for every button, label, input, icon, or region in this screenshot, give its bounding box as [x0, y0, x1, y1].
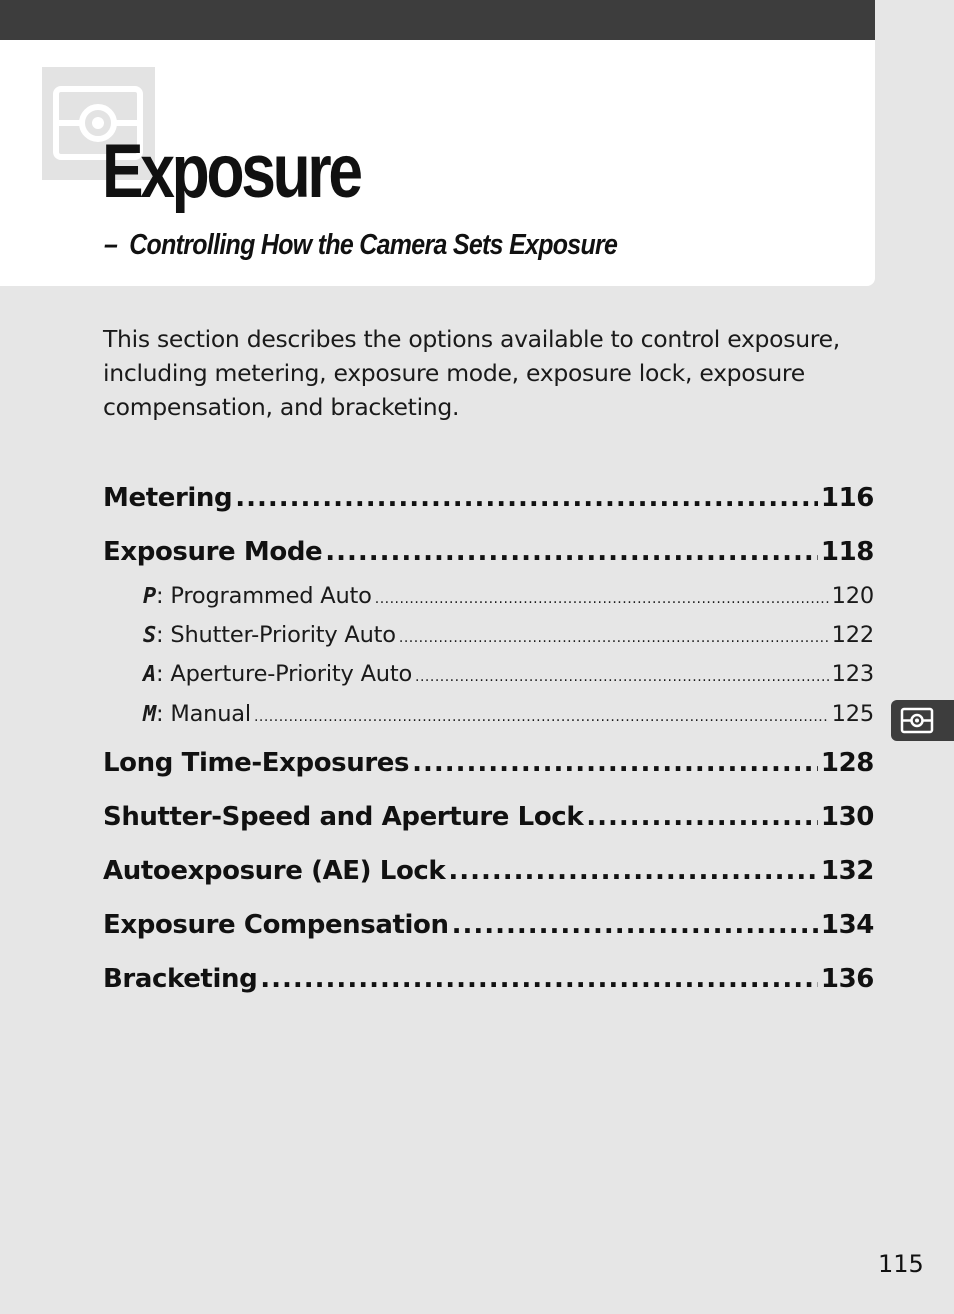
toc-entry-page: 116 [820, 483, 874, 513]
toc-entry-page: 128 [820, 748, 874, 778]
mode-s-icon: S [143, 623, 157, 648]
toc-entry-programmed-auto[interactable] [143, 579, 874, 613]
subtitle-dash: – [104, 229, 118, 261]
mode-p-icon: P [143, 584, 157, 609]
toc-entry-label: M: Manual [143, 701, 251, 727]
toc-entry-exposure-compensation[interactable] [103, 905, 874, 945]
mode-a-icon: A [143, 662, 157, 687]
toc-entry-page: 132 [820, 856, 874, 886]
dot-leader [325, 532, 818, 572]
toc-entry-shutter-speed-aperture-lock[interactable] [103, 797, 874, 837]
toc-entry-aperture-priority-auto[interactable] [143, 657, 874, 691]
toc-entry-page: 134 [820, 910, 874, 940]
dot-leader [412, 743, 818, 783]
toc-entry-bracketing[interactable] [103, 959, 874, 999]
dot-leader [399, 621, 829, 655]
dot-leader [452, 905, 818, 945]
page-title: Exposure [102, 129, 360, 214]
dot-leader [586, 797, 818, 837]
subtitle-text: Controlling How the Camera Sets Exposure [129, 229, 618, 261]
dot-leader [415, 660, 829, 694]
toc-entry-label: Exposure Mode [103, 537, 323, 567]
toc-entry-label: Shutter-Speed and Aperture Lock [103, 802, 584, 832]
toc-entry-page: 125 [831, 701, 874, 727]
toc-entry-metering[interactable] [103, 478, 874, 518]
page-subtitle [104, 225, 617, 265]
toc-entry-page: 136 [820, 964, 874, 994]
dot-leader [260, 959, 818, 999]
toc-entry-label: A: Aperture-Priority Auto [143, 661, 413, 687]
toc-entry-manual[interactable] [143, 697, 874, 731]
toc-entry-label: Long Time-Exposures [103, 748, 410, 778]
toc-entry-label: Autoexposure (AE) Lock [103, 856, 446, 886]
toc-entry-long-time-exposures[interactable] [103, 743, 874, 783]
toc-entry-exposure-mode[interactable] [103, 532, 874, 572]
dot-leader [235, 478, 818, 518]
toc-entry-label: S: Shutter-Priority Auto [143, 622, 396, 648]
toc-entry-page: 118 [820, 537, 874, 567]
toc-entry-page: 120 [831, 583, 874, 609]
toc-entry-page: 122 [831, 622, 874, 648]
toc-entry-label: Bracketing [103, 964, 258, 994]
mode-m-icon: M [143, 702, 157, 727]
page-number: 115 [878, 1250, 924, 1278]
header-bar [0, 0, 875, 40]
toc-entry-page: 130 [820, 802, 874, 832]
chapter-tab[interactable] [891, 700, 954, 741]
toc-entry-page: 123 [831, 661, 874, 687]
intro-paragraph: This section describes the options available to control exposure, including metering, exposure mode, exposure lock, exposure compensation, and bracketing. [103, 325, 840, 421]
dot-leader [254, 700, 829, 734]
dot-leader [448, 851, 818, 891]
toc-entry-label: Exposure Compensation [103, 910, 449, 940]
toc-entry-shutter-priority-auto[interactable] [143, 618, 874, 652]
toc-entry-label: P: Programmed Auto [143, 583, 372, 609]
toc-entry-ae-lock[interactable] [103, 851, 874, 891]
toc-entry-label: Metering [103, 483, 233, 513]
metering-icon [900, 706, 934, 735]
dot-leader [375, 582, 829, 616]
